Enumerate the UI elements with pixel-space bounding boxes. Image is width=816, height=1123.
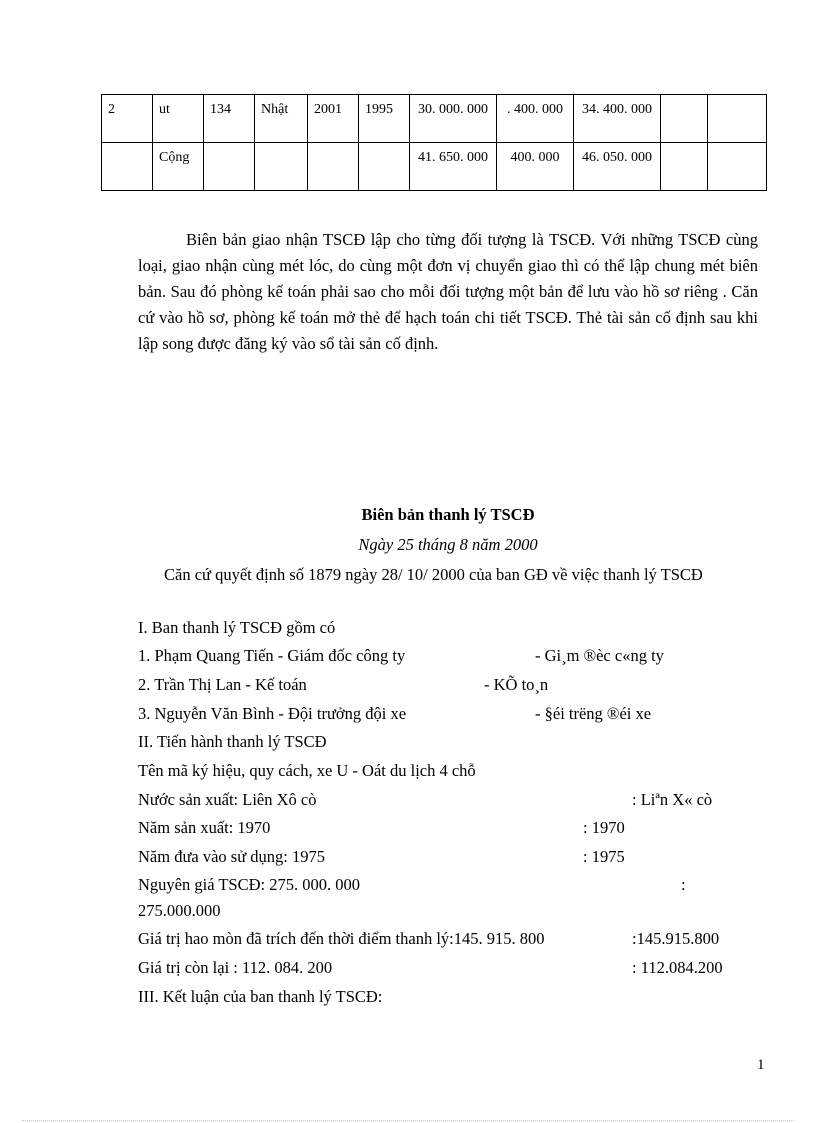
original-cost-value: 275.000.000	[138, 901, 221, 920]
member-1-role: - Gi¸m ®èc c«ng ty	[535, 646, 664, 665]
section-1-heading: I. Ban thanh lý TSCĐ gồm có	[138, 618, 336, 637]
original-cost: Nguyên giá TSCĐ: 275. 000. 000	[138, 875, 360, 894]
depreciation: Giá trị hao mòn đã trích đến thời điểm thanh lý:145. 915. 800	[138, 929, 545, 948]
year-used-value: : 1975	[583, 847, 625, 866]
footer-divider	[22, 1120, 794, 1121]
table-cell	[308, 143, 359, 191]
member-2-role: - KÕ to¸n	[484, 675, 549, 694]
depreciation-value: :145.915.800	[632, 929, 720, 948]
paragraph-text: Biên bản giao nhận TSCĐ lập cho từng đối tượng là TSCĐ. Với những TSCĐ cùng loại, giao nhận cùng mét lóc, do cùng một đơn vị chuyển giao thì có thể lập chung mét biên bản. Sau đó phòng kế toán phải sao cho mỗi đối tượng một bản để lưu vào hồ sơ riêng . Căn cứ vào hồ sơ, phòng kế toán mở thẻ để hạch toán chi tiết TSCĐ. Thẻ tài sản cố định sau khi lập song được đăng ký vào sổ tài sản cố định.	[138, 230, 758, 353]
table-cell: ut	[153, 95, 204, 143]
original-cost-colon: :	[681, 875, 686, 894]
asset-table	[101, 94, 767, 191]
year-made-value: : 1970	[583, 818, 625, 837]
body-paragraph	[138, 227, 758, 357]
origin-country: Nước sản xuất: Liên Xô cò	[138, 790, 317, 809]
member-3-role: - §éi trëng ®éi xe	[535, 704, 652, 723]
minutes-basis: Căn cứ quyết định số 1879 ngày 28/ 10/ 2000 của ban GĐ về việc thanh lý TSCĐ	[164, 565, 703, 584]
residual-value: Giá trị còn lại : 112. 084. 200	[138, 958, 333, 977]
member-3: 3. Nguyễn Văn Bình - Đội trưởng đội xe	[138, 704, 407, 723]
section-3-heading: III. Kết luận của ban thanh lý TSCĐ:	[138, 987, 383, 1006]
table-cell: 400. 000	[497, 143, 574, 191]
table-cell: 2001	[308, 95, 359, 143]
table-cell: Cộng	[153, 143, 204, 191]
table-cell: 2	[102, 95, 153, 143]
minutes-date: Ngày 25 tháng 8 năm 2000	[358, 535, 538, 554]
table-cell	[102, 143, 153, 191]
table-row	[102, 95, 767, 143]
residual-value-amount: : 112.084.200	[632, 958, 723, 977]
table-cell: 30. 000. 000	[410, 95, 497, 143]
table-cell: 134	[204, 95, 255, 143]
year-used: Năm đưa vào sử dụng: 1975	[138, 847, 325, 866]
table-cell: 41. 650. 000	[410, 143, 497, 191]
table-row	[102, 143, 767, 191]
page-number: 1	[757, 1057, 765, 1073]
year-made: Năm sản xuất: 1970	[138, 818, 271, 837]
table-cell: . 400. 000	[497, 95, 574, 143]
table-cell	[661, 143, 708, 191]
table-cell: 46. 050. 000	[574, 143, 661, 191]
minutes-title: Biên bản thanh lý TSCĐ	[361, 505, 535, 524]
section-2-heading: II. Tiến hành thanh lý TSCĐ	[138, 732, 327, 751]
table-cell	[661, 95, 708, 143]
table-cell: 34. 400. 000	[574, 95, 661, 143]
table-cell: Nhật	[255, 95, 308, 143]
table-cell	[359, 143, 410, 191]
table-cell: 1995	[359, 95, 410, 143]
table-cell	[255, 143, 308, 191]
table-cell	[204, 143, 255, 191]
table-cell	[708, 143, 767, 191]
member-1: 1. Phạm Quang Tiến - Giám đốc công ty	[138, 646, 406, 665]
table-cell	[708, 95, 767, 143]
origin-country-value: : Liªn X« cò	[632, 790, 713, 809]
member-2: 2. Trần Thị Lan - Kế toán	[138, 675, 307, 694]
asset-name: Tên mã ký hiệu, quy cách, xe U - Oát du lịch 4 chỗ	[138, 761, 476, 780]
